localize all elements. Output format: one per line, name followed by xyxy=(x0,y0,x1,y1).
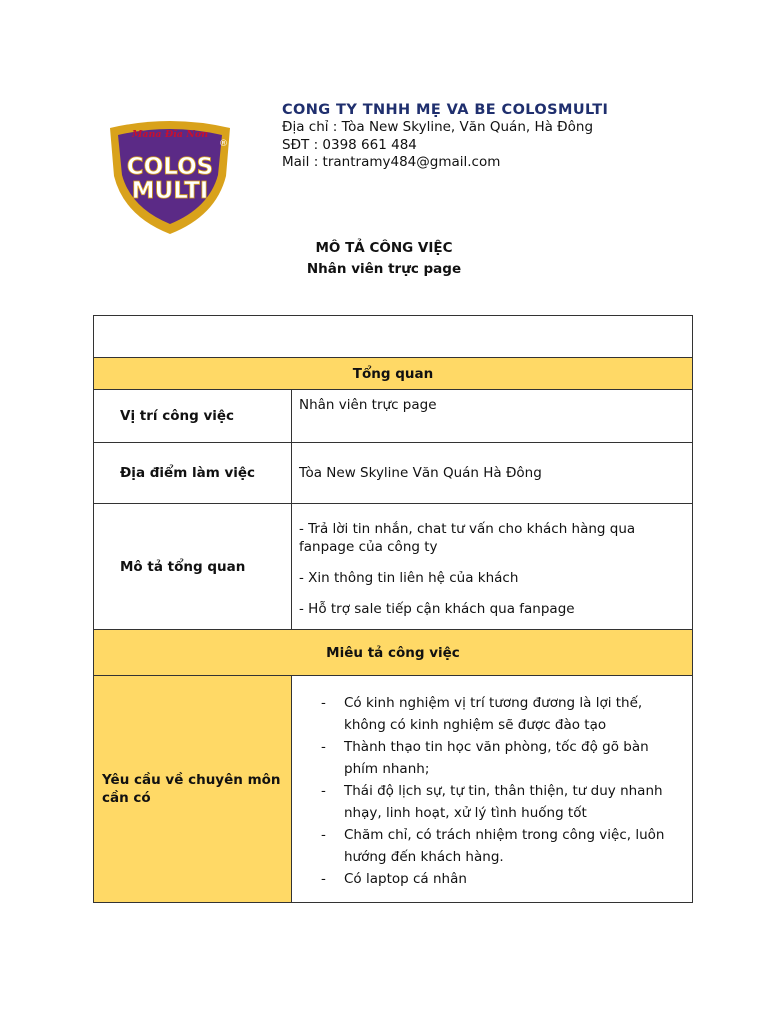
position-value: Nhân viên trực page xyxy=(292,390,693,443)
logo-text-line1: COLOS xyxy=(126,154,214,180)
requirements-list xyxy=(292,692,692,890)
logo-text-line2: MULTI xyxy=(131,178,209,204)
overview-line: - Xin thông tin liên hệ của khách xyxy=(299,569,519,586)
company-mail: Mail : trantramy484@gmail.com xyxy=(282,154,501,170)
location-label: Địa điểm làm việc xyxy=(94,443,292,504)
table-row-overview-heading xyxy=(94,358,693,390)
list-item: - Thái độ lịch sự, tự tin, thân thiện, tư duy nhanh nhạy, linh hoạt, xử lý tình huống tốt xyxy=(344,780,680,824)
table-row xyxy=(94,443,693,504)
company-phone: SĐT : 0398 661 484 xyxy=(282,136,417,153)
overview-line: - Hỗ trợ sale tiếp cận khách qua fanpage xyxy=(299,600,575,617)
company-logo xyxy=(106,120,234,236)
company-address: Địa chỉ : Tòa New Skyline, Văn Quán, Hà Đông xyxy=(282,119,594,135)
logo-registered-mark: ® xyxy=(219,139,228,149)
list-item: - Có kinh nghiệm vị trí tương đương là lợi thế, không có kinh nghiệm sẽ được đào tạo xyxy=(344,692,680,736)
overview-line: - Trả lời tin nhắn, chat tư vấn cho khách hàng qua fanpage của công ty xyxy=(299,520,636,555)
list-item: - Có laptop cá nhân xyxy=(344,868,680,890)
company-name: CONG TY TNHH MẸ VA BE COLOSMULTI xyxy=(282,102,609,118)
job-heading: Miêu tả công việc xyxy=(94,630,693,676)
overview-heading: Tổng quan xyxy=(94,358,693,390)
overview-label: Mô tả tổng quan xyxy=(94,504,292,630)
document-subtitle: Nhân viên trực page xyxy=(306,261,462,277)
job-description-table xyxy=(93,315,693,903)
table-row xyxy=(94,390,693,443)
list-item: - Chăm chỉ, có trách nhiệm trong công việc, luôn hướng đến khách hàng. xyxy=(344,824,680,868)
overview-value xyxy=(292,504,693,630)
requirements-value xyxy=(292,676,693,903)
logo-top-text: Mana Đĩa Nơn xyxy=(131,129,209,140)
company-info xyxy=(282,101,608,172)
table-row-job-heading xyxy=(94,630,693,676)
document-title: MÔ TẢ CÔNG VIỆC xyxy=(315,240,453,256)
location-value: Tòa New Skyline Văn Quán Hà Đông xyxy=(292,443,693,504)
table-row xyxy=(94,676,693,903)
requirements-label: Yêu cầu về chuyên môn cần có xyxy=(94,676,292,903)
table-empty-row xyxy=(94,316,693,358)
list-item: - Thành thạo tin học văn phòng, tốc độ gõ bàn phím nhanh; xyxy=(344,736,680,780)
empty-cell xyxy=(94,316,693,358)
table-row xyxy=(94,504,693,630)
position-label: Vị trí công việc xyxy=(94,390,292,443)
